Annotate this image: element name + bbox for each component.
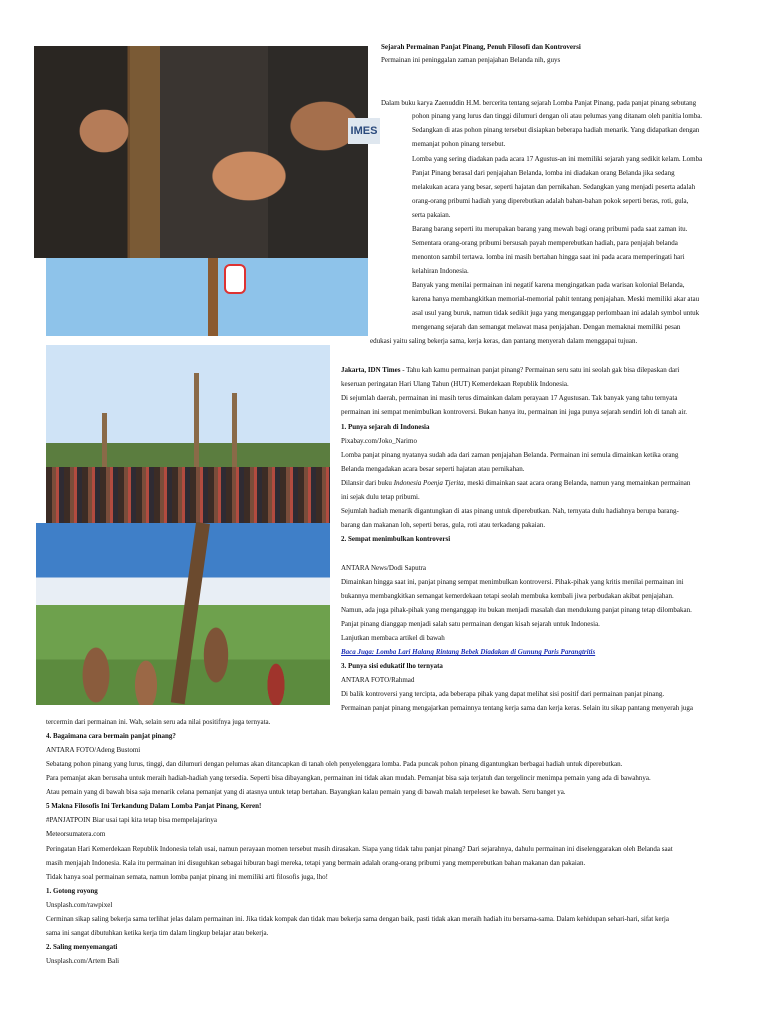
intro-line: asal usul yang buruk, namun tidak sedikit juga yang menganggap perlombaan ini adalah symbol untuk <box>412 309 700 317</box>
intro-line: orang-orang pribumi hadiah yang diperebutkan adalah bahan-bahan pokok seperti beras, roti, gula, <box>412 197 689 205</box>
photo-credit: ANTARA FOTO/Adeng Bustomi <box>46 746 141 754</box>
intro-line: menonton sambil tertawa. lomba ini masih bertahan hingga saat ini pada acara memperingati hari <box>412 253 685 261</box>
idn-line: keseruan peringatan Hari Ulang Tahun (HUT) Kemerdekaan Republik Indonesia. <box>341 380 569 388</box>
section-heading: 2. Saling menyemangati <box>46 943 118 951</box>
article-title: Sejarah Permainan Panjat Pinang, Penuh Filosofi dan Kontroversi <box>381 43 581 51</box>
photo-credit: Unsplash.com/Artem Bali <box>46 957 120 965</box>
idn-line: Di sejumlah daerah, permainan ini masih terus dimainkan dalam perayaan 17 Agustusan. Tak banyak yang tahu ternyata <box>341 394 678 402</box>
photo-credit: Unsplash.com/rawpixel <box>46 901 113 909</box>
body-line: sama ini sangat dibutuhkan ketika kerja tim dalam lingkup belajar atau bekerja. <box>46 929 269 937</box>
intro-line: kelahiran Indonesia. <box>412 267 469 275</box>
section-heading: 4. Bagaimana cara bermain panjat pinang? <box>46 732 176 740</box>
men-group <box>36 615 330 705</box>
intro-line: edukasi yaitu saling bekerja sama, kerja keras, dan pantang menyerah dalam menggapai tujuan. <box>370 337 638 345</box>
idn-line: Panjat pinang dianggap menjadi salah satu permainan dengan kisah sejarah untuk Indonesia. <box>341 620 600 628</box>
idn-line: Belanda mengadakan acara besar seperti hajatan atau pernikahan. <box>341 465 525 473</box>
body-line: Sebatang pohon pinang yang lurus, tinggi, dan dilumuri dengan pelumas akan ditancapkan di tanah oleh penyelenggara lomba. Pada puncak pohon pinang digantungkan berbagai hadiah untuk diperebutkan. <box>46 760 623 768</box>
intro-line: mengenang sejarah dan semangat melawat masa penjajahan. Dengan memaknai memiliki pesan <box>412 323 681 331</box>
body-line: masih menjajah Indonesia. Kala itu permainan ini disuguhkan sebagai hiburan bagi mereka, tetapi yang bermain adalah orang-orang pribumi yang memperebutkan bahan makanan dan pakaian. <box>46 859 586 867</box>
idn-line: permainan ini sempat menimbulkan kontroversi. Bukan hanya itu, permainan ini juga punya sejarah sendiri loh di tanah air. <box>341 408 688 416</box>
intro-line: Sementara orang-orang pribumi bersusah payah memperebutkan hadiah, para penjajah belanda <box>412 239 678 247</box>
body-line: Atau pemain yang di bawah bisa saja menarik celana pemanjat yang di atasnya untuk tetap bertahan. Bayangkan kalau pemain yang di bawah malah terpeleset ke bawah. Seru banget ya. <box>46 788 566 796</box>
crowd <box>46 467 330 523</box>
article-subtitle: Permainan ini peninggalan zaman penjajahan Belanda nih, guys <box>381 56 561 64</box>
intro-line: Panjat Pinang berasal dari penjajahan Belanda, lomba ini diadakan orang Belanda jika sedang <box>412 169 675 177</box>
section-heading: 3. Punya sisi edukatif lho ternyata <box>341 662 443 670</box>
intro-line: karena hanya membangkitkan memorial-memorial pahit tentang penjajahan. Meski memiliki akar atau <box>412 295 700 303</box>
idn-line: Lomba panjat pinang nyatanya sudah ada dari zaman penjajahan Belanda. Permainan ini semula dimainkan ketika orang <box>341 451 679 459</box>
hashtag-line: #PANJATPOIN Biar usai tapi kita tetap bisa mempelajarinya <box>46 816 218 824</box>
idn-line: Namun, ada juga pihak-pihak yang menganggap itu bukan menjadi masalah dan mendukung panjat pinang tetap dilombakan. <box>341 606 692 614</box>
idn-line: barang dan makanan loh, seperti beras, gula, roti atau terkadang pakaian. <box>341 521 546 529</box>
body-line: Tidak hanya soal permainan semata, namun lomba panjat pinang ini memiliki arti filosofis juga, lho! <box>46 873 329 881</box>
photo-men-climbing <box>36 523 330 705</box>
related-article-link[interactable]: Baca Juga: Lomba Lari Halang Rintang Bebek Diadakan di Gunung Paris Parangtritis <box>341 648 596 656</box>
photo-crowd-poles <box>46 345 330 523</box>
idn-line: Lanjutkan membaca artikel di bawah <box>341 634 445 642</box>
photo-credit: Meteorsumatera.com <box>46 830 106 838</box>
photo-credit: ANTARA News/Dodi Saputra <box>341 564 426 572</box>
idn-line: Sejumlah hadiah menarik digantungkan di atas pinang untuk diperebutkan. Nah, ternyata dulu hadiahnya berupa barang- <box>341 507 679 515</box>
photo-credit: ANTARA FOTO/Rahmad <box>341 676 415 684</box>
idn-line: Di balik kontroversi yang tercipta, ada beberapa pihak yang dapat melihat sisi positif dari permainan panjat pinang. <box>341 690 665 698</box>
photo-illustration-strip <box>46 258 368 336</box>
intro-line: Lomba yang sering diadakan pada acara 17 Agustus-an ini memiliki sejarah yang sedikit kelam. Lomba <box>412 155 703 163</box>
idn-line: bukannya membangkitkan semangat kemerdekaan tetapi seolah membuka kembali jiwa perbudakan akibat penjajahan. <box>341 592 674 600</box>
idn-lead: Jakarta, IDN Times - Tahu kah kamu permainan panjat pinang? Permainan seru satu ini seolah gak bisa dilepaskan dari <box>341 366 680 374</box>
pole-illustration <box>208 258 218 336</box>
body-line: tercermin dari permainan ini. Wah, selain seru ada nilai positifnya juga ternyata. <box>46 718 271 726</box>
body-line: Para pemanjat akan berusaha untuk meraih hadiah-hadiah yang tersedia. Seperti bisa dibayangkan, permainan ini tidak akan mudah. Pemanjat bisa saja terjatuh dan tergelincir menimpa pemain yang ada di bawahnya. <box>46 774 651 782</box>
body-line: Peringatan Hari Kemerdekaan Republik Indonesia telah usai, namun perayaan momen tersebut masih dirasakan. Siapa yang tidak tahu panjat pinang? Dari sejarahnya, dahulu permainan ini diselenggarakan oleh Belanda saat <box>46 845 673 853</box>
intro-line: Banyak yang menilai permainan ini negatif karena mengingatkan pada warisan kolonial Belanda, <box>412 281 685 289</box>
body-line: Cerminan sikap saling bekerja sama terlihat jelas dalam permainan ini. Jika tidak kompak dan tidak mau bekerja sama dengan baik, pasti tidak akan meraih hadiah itu bersama-sama. Dalam kehidupan sehari-hari, sifat kerja <box>46 915 669 923</box>
section-heading: 5 Makna Filosofis Ini Terkandung Dalam Lomba Panjat Pinang, Keren! <box>46 802 262 810</box>
photo-climbers-closeup <box>34 46 378 258</box>
idn-line: Permainan panjat pinang mengajarkan pemainnya tentang kerja sama dan kerja keras. Selain itu sikap pantang menyerah juga <box>341 704 694 712</box>
watermark-sign: IMES <box>348 118 380 144</box>
intro-line: Dalam buku karya Zaenuddin H.M. bercerita tentang sejarah Lomba Panjat Pinang, pada panjat pinang sebutang <box>381 99 697 107</box>
idn-line: Dilansir dari buku Indonesia Poenja Tjerita, meski dimainkan saat acara orang Belanda, namun yang memainkan permainan <box>341 479 691 487</box>
intro-line: melakukan acara yang besar, seperti hajatan dan pernikahan. Sedangkan yang menjadi peserta adalah <box>412 183 696 191</box>
intro-line: pohon pinang yang lurus dan tinggi dilumuri dengan oli atau pelumas yang ditanam oleh panitia lomba. <box>412 112 703 120</box>
photo-credit: Pixabay.com/Joko_Narimo <box>341 437 417 445</box>
section-heading: 2. Sempat menimbulkan kontroversi <box>341 535 451 543</box>
pinang-pole <box>130 46 160 258</box>
idn-line: ini sejak dulu tetap pribumi. <box>341 493 420 501</box>
section-heading: 1. Gotong royong <box>46 887 98 895</box>
idn-line: Dimainkan hingga saat ini, panjat pinang sempat menimbulkan kontroversi. Pihak-pihak yang kritis menilai permainan ini <box>341 578 684 586</box>
figure-illustration <box>224 264 246 294</box>
intro-line: Sedangkan di atas pohon pinang tersebut disiapkan beberapa hadiah menarik. Yang didapatkan dengan <box>412 126 700 134</box>
section-heading: 1. Punya sejarah di Indonesia <box>341 423 430 431</box>
intro-line: memanjat pohon pinang tersebut. <box>412 140 506 148</box>
intro-line: serta pakaian. <box>412 211 451 219</box>
intro-line: Barang barang seperti itu merupakan barang yang mewah bagi orang pribumi pada saat zaman itu. <box>412 225 688 233</box>
